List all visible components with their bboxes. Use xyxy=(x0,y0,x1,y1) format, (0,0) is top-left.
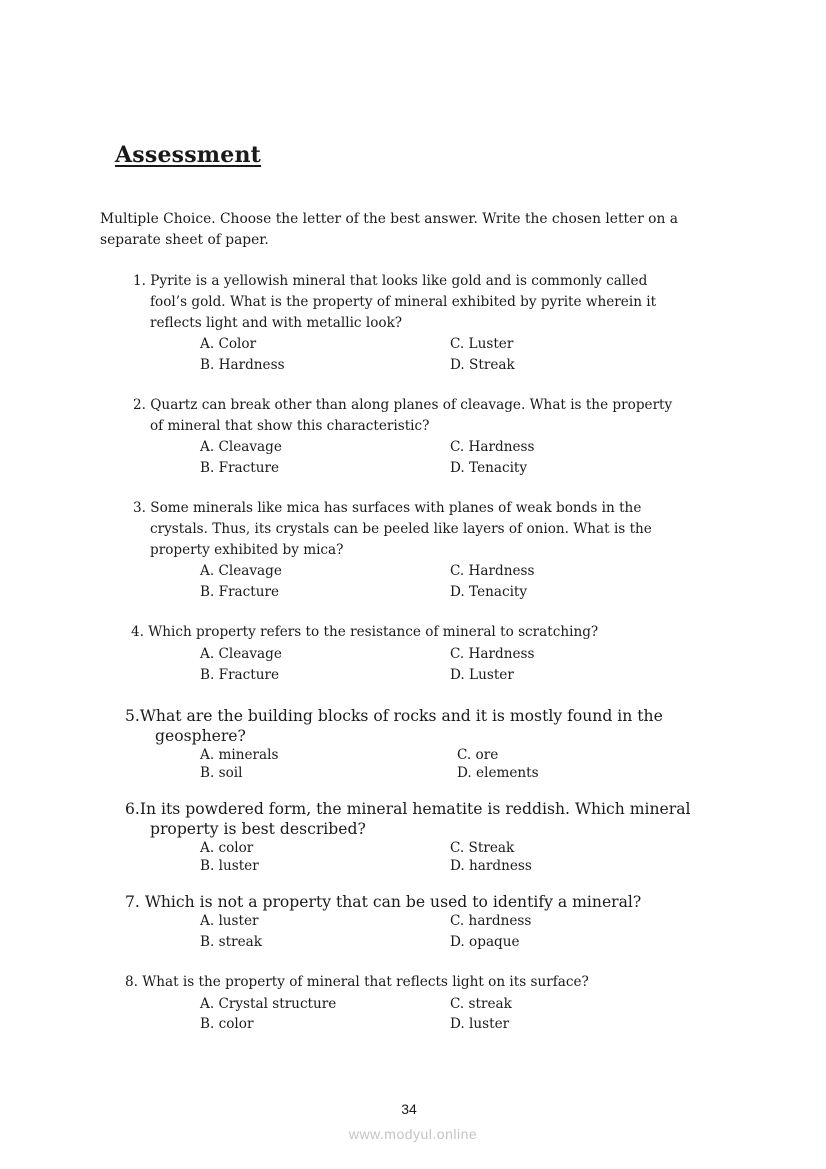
answer-option-d: D. Streak xyxy=(450,357,515,373)
answer-option-b: B. soil xyxy=(200,765,243,781)
answer-option-b: B. color xyxy=(200,1016,254,1032)
question-text: 3. Some minerals like mica has surfaces with planes of weak bonds in the xyxy=(133,500,642,516)
answer-option-a: A. Color xyxy=(200,336,257,352)
answer-option-c: C. Hardness xyxy=(450,439,535,455)
answer-option-c: C. ore xyxy=(457,747,499,763)
instructions-line: Multiple Choice. Choose the letter of the best answer. Write the chosen letter on a xyxy=(100,211,678,227)
answer-option-d: D. hardness xyxy=(450,858,532,874)
answer-option-a: A. Cleavage xyxy=(200,439,282,455)
answer-option-c: C. Streak xyxy=(450,840,515,856)
answer-option-b: B. luster xyxy=(200,858,259,874)
answer-option-d: D. opaque xyxy=(450,934,520,950)
answer-option-d: D. Luster xyxy=(450,667,514,683)
watermark: www.modyul.online xyxy=(348,1126,478,1142)
answer-option-d: D. Tenacity xyxy=(450,460,528,476)
answer-option-a: A. Crystal structure xyxy=(200,996,337,1012)
answer-option-d: D. elements xyxy=(457,765,539,781)
answer-option-b: B. Fracture xyxy=(200,667,280,683)
answer-option-a: A. Cleavage xyxy=(200,646,282,662)
question-text-continued: property exhibited by mica? xyxy=(150,542,344,558)
answer-option-d: D. Tenacity xyxy=(450,584,528,600)
answer-option-b: B. Fracture xyxy=(200,584,280,600)
answer-option-c: C. hardness xyxy=(450,913,532,929)
instructions-line: separate sheet of paper. xyxy=(100,232,269,248)
answer-option-b: B. Hardness xyxy=(200,357,285,373)
answer-option-a: A. luster xyxy=(200,913,259,929)
question-text: 2. Quartz can break other than along planes of cleavage. What is the property xyxy=(133,397,673,413)
answer-option-d: D. luster xyxy=(450,1016,510,1032)
answer-option-a: A. color xyxy=(200,840,254,856)
question-text: 1. Pyrite is a yellowish mineral that looks like gold and is commonly called xyxy=(133,273,648,289)
question-text: 6.In its powdered form, the mineral hematite is reddish. Which mineral xyxy=(125,800,691,818)
page-number: 34 xyxy=(401,1101,417,1117)
question-text-continued: crystals. Thus, its crystals can be peeled like layers of onion. What is the xyxy=(150,521,652,537)
answer-option-c: C. Hardness xyxy=(450,563,535,579)
question-text-continued: property is best described? xyxy=(150,820,366,838)
question-text: 7. Which is not a property that can be used to identify a mineral? xyxy=(125,893,642,911)
page-title: Assessment xyxy=(115,142,262,168)
question-text-continued: fool’s gold. What is the property of mineral exhibited by pyrite wherein it xyxy=(150,294,657,310)
answer-option-b: B. Fracture xyxy=(200,460,280,476)
answer-option-c: C. Hardness xyxy=(450,646,535,662)
question-text: 8. What is the property of mineral that reflects light on its surface? xyxy=(125,974,589,990)
question-text-continued: reflects light and with metallic look? xyxy=(150,315,403,331)
question-text-continued: of mineral that show this characteristic? xyxy=(150,418,430,434)
question-text: 4. Which property refers to the resistance of mineral to scratching? xyxy=(131,624,599,640)
answer-option-c: C. Luster xyxy=(450,336,514,352)
question-text: 5.What are the building blocks of rocks and it is mostly found in the xyxy=(125,707,663,725)
answer-option-a: A. minerals xyxy=(200,747,279,763)
answer-option-a: A. Cleavage xyxy=(200,563,282,579)
answer-option-c: C. streak xyxy=(450,996,512,1012)
answer-option-b: B. streak xyxy=(200,934,262,950)
question-text-continued: geosphere? xyxy=(155,727,246,745)
